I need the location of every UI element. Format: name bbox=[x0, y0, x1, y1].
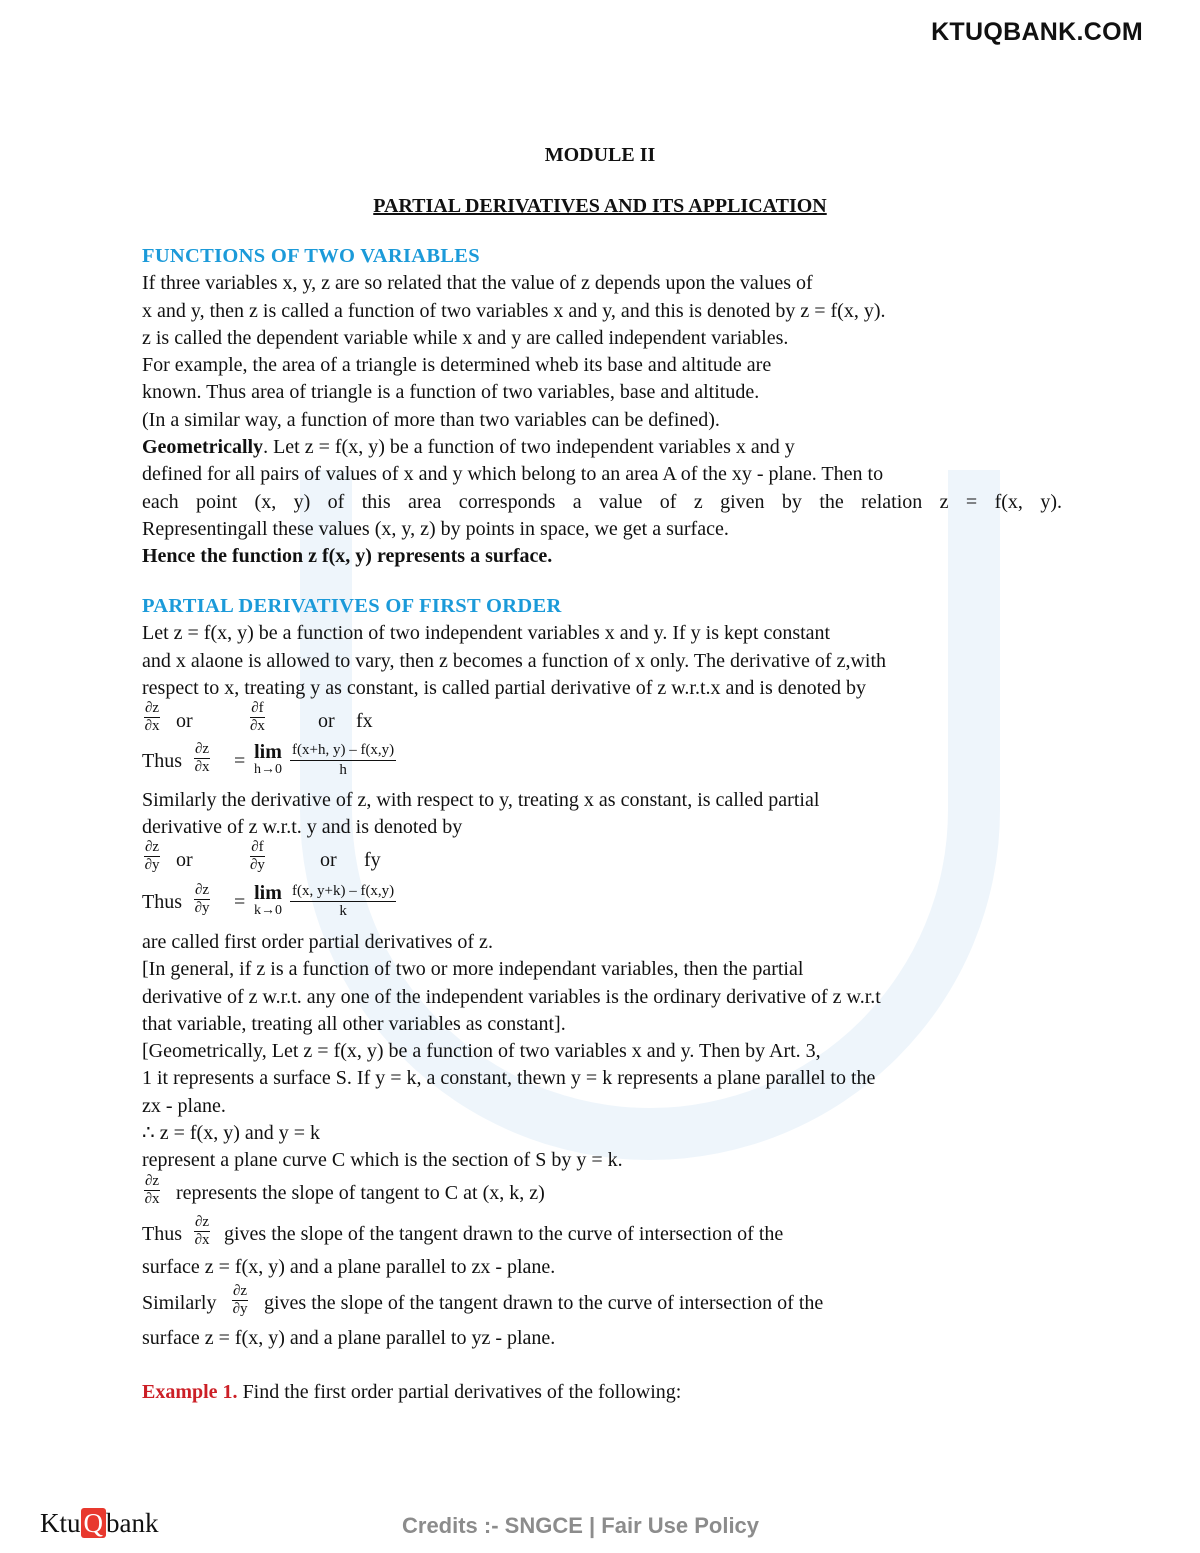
chapter-title: PARTIAL DERIVATIVES AND ITS APPLICATION bbox=[373, 195, 827, 217]
paragraph-line: (In a similar way, a function of more than two variables can be defined). bbox=[142, 408, 720, 431]
ktuqbank-logo: Ktu Q bank bbox=[40, 1508, 159, 1538]
site-header: KTUQBANK.COM bbox=[931, 18, 1143, 46]
general-block bbox=[142, 929, 1062, 1175]
paragraph-line: defined for all pairs of values of x and y which belong to an area A of the xy - plane. Then to bbox=[142, 463, 884, 486]
paragraph-line: that variable, treating all other variables as constant]. bbox=[142, 1012, 566, 1035]
paragraph-line: x and y, then z is called a function of two variables x and y, and this is denoted by z = f(x, y). bbox=[142, 299, 886, 322]
example-text: Find the first order partial derivatives of the following: bbox=[237, 1381, 682, 1403]
paragraph-line: represent a plane curve C which is the section of S by y = k. bbox=[142, 1149, 623, 1172]
example-label: Example 1. bbox=[142, 1381, 238, 1403]
paragraph-line: surface z = f(x, y) and a plane parallel to yz - plane. bbox=[142, 1327, 556, 1349]
paragraph-line: Representingall these values (x, y, z) by points in space, we get a surface. bbox=[142, 517, 729, 540]
paragraph-line: are called first order partial derivatives of z. bbox=[142, 931, 493, 953]
paragraph-line: For example, the area of a triangle is determined wheb its base and altitude are bbox=[142, 354, 772, 377]
module-title: MODULE II bbox=[544, 144, 656, 166]
paragraph-line: 1 it represents a surface S. If y = k, a constant, thewn y = k represents a plane parallel to the bbox=[142, 1067, 876, 1090]
conclusion-line: Hence the function z f(x, y) represents a surface. bbox=[142, 545, 553, 568]
paragraph-line: surface z = f(x, y) and a plane parallel to zx - plane. bbox=[142, 1256, 556, 1278]
paragraph-line: If three variables x, y, z are so related that the value of z depends upon the values of bbox=[142, 272, 813, 295]
paragraph-line: ∴ z = f(x, y) and y = k bbox=[142, 1122, 321, 1145]
paragraph-line: zx - plane. bbox=[142, 1094, 226, 1117]
paragraph-line: [In general, if z is a function of two or more independant variables, then the partial bbox=[142, 958, 804, 981]
paragraph-line: Let z = f(x, y) be a function of two independent variables x and y. If y is kept constant bbox=[142, 622, 831, 645]
paragraph-line: each point (x, y) of this area corresponds a value of z given by the relation z = f(x, y). bbox=[142, 490, 1062, 513]
paragraph-line: [Geometrically, Let z = f(x, y) be a function of two variables x and y. Then by Art. 3, bbox=[142, 1040, 821, 1063]
paragraph-line: and x alaone is allowed to vary, then z becomes a function of x only. The derivative of z,with bbox=[142, 649, 887, 672]
paragraph-line: z is called the dependent variable while x and y are called independent variables. bbox=[142, 326, 789, 349]
paragraph-line: respect to x, treating y as constant, is called partial derivative of z w.r.t.x and is denoted by bbox=[142, 676, 867, 699]
section-heading: FUNCTIONS OF TWO VARIABLES bbox=[142, 245, 480, 267]
paragraph-line: known. Thus area of triangle is a function of two variables, base and altitude. bbox=[142, 381, 760, 404]
credits-text: Credits :- SNGCE | Fair Use Policy bbox=[402, 1513, 760, 1538]
paragraph-line bbox=[142, 434, 1062, 461]
paragraph-line: derivative of z w.r.t. y and is denoted by bbox=[142, 816, 463, 839]
geometrically-text: . Let z = f(x, y) be a function of two independent variables x and y bbox=[263, 436, 795, 459]
similarly-block bbox=[142, 787, 1062, 842]
section-heading: PARTIAL DERIVATIVES OF FIRST ORDER bbox=[142, 595, 562, 617]
section-partial-derivatives bbox=[142, 593, 1062, 702]
paragraph-line: Similarly the derivative of z, with respect to y, treating x as constant, is called partial bbox=[142, 789, 820, 811]
geometrically-label: Geometrically bbox=[142, 436, 264, 459]
paragraph-line: derivative of z w.r.t. any one of the independent variables is the ordinary derivative of z w.r.t bbox=[142, 985, 881, 1008]
example-line bbox=[142, 1381, 681, 1404]
section-functions bbox=[142, 243, 1062, 571]
